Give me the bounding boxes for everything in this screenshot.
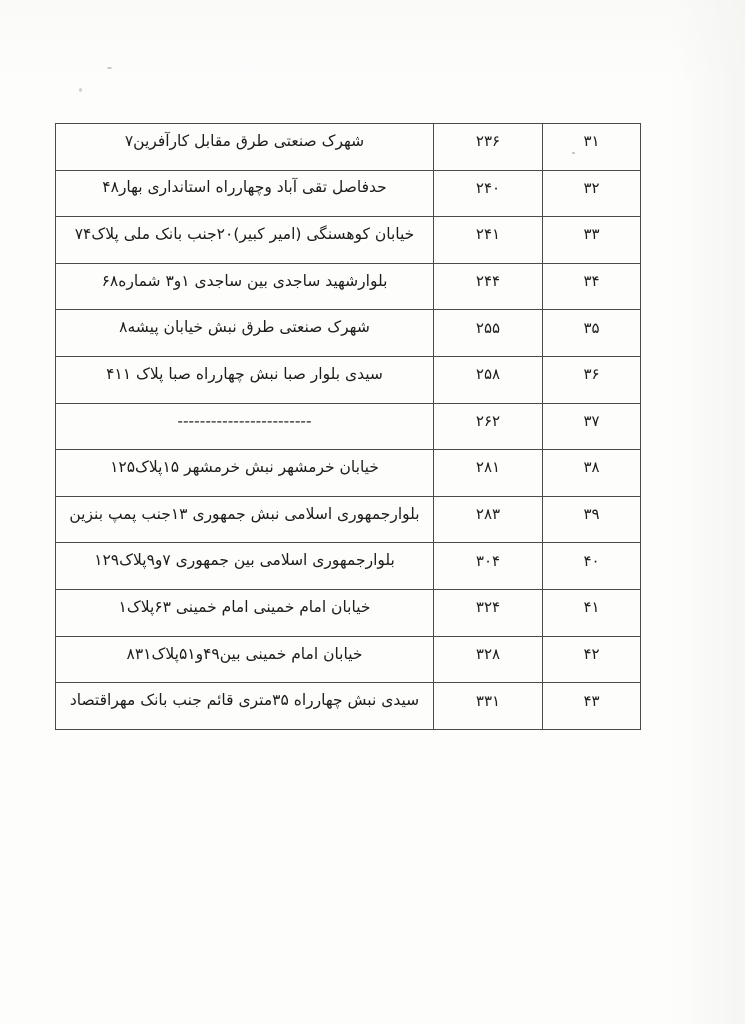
row-number-cell: ۳۱ <box>543 124 641 171</box>
table-row <box>56 450 641 497</box>
code-cell: ۲۶۲ <box>434 403 543 450</box>
address-cell: خیابان امام خمینی امام خمینی ۶۳پلاک۱ <box>56 590 434 637</box>
address-cell: حدفاصل تقی آباد وچهارراه استانداری بهار۴۸ <box>56 170 434 217</box>
row-number-cell: ۳۹ <box>543 496 641 543</box>
address-cell: شهرک صنعتی طرق مقابل کارآفرین۷ <box>56 124 434 171</box>
address-cell: خیابان کوهسنگی (امیر کبیر)۲۰جنب بانک ملی پلاک۷۴ <box>56 217 434 264</box>
code-cell: ۲۴۴ <box>434 263 543 310</box>
addresses-table-body <box>56 124 641 730</box>
code-cell: ۲۳۶ <box>434 124 543 171</box>
row-number-cell: ۳۵ <box>543 310 641 357</box>
scan-artifact <box>79 88 82 92</box>
row-number-cell: ۳۸ <box>543 450 641 497</box>
code-cell: ۲۵۵ <box>434 310 543 357</box>
table-row <box>56 496 641 543</box>
table-row <box>56 403 641 450</box>
table-row <box>56 636 641 683</box>
code-cell: ۳۲۴ <box>434 590 543 637</box>
address-cell: بلوارجمهوری اسلامی نبش جمهوری ۱۳جنب پمپ بنزین <box>56 496 434 543</box>
code-cell: ۲۴۱ <box>434 217 543 264</box>
code-cell: ۳۲۸ <box>434 636 543 683</box>
scan-artifact <box>107 67 112 69</box>
table-row <box>56 543 641 590</box>
address-cell: خیابان خرمشهر نبش خرمشهر ۱۵پلاک۱۲۵ <box>56 450 434 497</box>
address-cell: خیابان امام خمینی بین۴۹و۵۱پلاک۸۳۱ <box>56 636 434 683</box>
row-number-cell: ۴۳ <box>543 683 641 730</box>
code-cell: ۲۵۸ <box>434 357 543 404</box>
address-cell: بلوارجمهوری اسلامی بین جمهوری ۷و۹پلاک۱۲۹ <box>56 543 434 590</box>
addresses-table <box>55 123 641 730</box>
code-cell: ۳۰۴ <box>434 543 543 590</box>
row-number-cell: ۴۲ <box>543 636 641 683</box>
address-cell: شهرک صنعتی طرق نبش خیابان پیشه۸ <box>56 310 434 357</box>
table-row <box>56 170 641 217</box>
address-cell: سیدی بلوار صبا نبش چهارراه صبا پلاک ۴۱۱ <box>56 357 434 404</box>
row-number-cell: ۳۳ <box>543 217 641 264</box>
row-number-cell: ۳۴ <box>543 263 641 310</box>
code-cell: ۳۳۱ <box>434 683 543 730</box>
row-number-cell: ۴۰ <box>543 543 641 590</box>
table-row <box>56 310 641 357</box>
row-number-cell: ۴۱ <box>543 590 641 637</box>
table-row <box>56 124 641 171</box>
address-cell: سیدی نبش چهارراه ۳۵متری قائم جنب بانک مهراقتصاد <box>56 683 434 730</box>
address-cell: بلوارشهید ساجدی بین ساجدی ۱و۳ شماره۶۸ <box>56 263 434 310</box>
row-number-cell: ۳۲ <box>543 170 641 217</box>
table-row <box>56 683 641 730</box>
code-cell: ۲۸۱ <box>434 450 543 497</box>
table-row <box>56 590 641 637</box>
table-row <box>56 263 641 310</box>
row-number-cell: ۳۶ <box>543 357 641 404</box>
code-cell: ۲۴۰ <box>434 170 543 217</box>
table-row <box>56 217 641 264</box>
table-row <box>56 357 641 404</box>
row-number-cell: ۳۷ <box>543 403 641 450</box>
code-cell: ۲۸۳ <box>434 496 543 543</box>
address-cell: ------------------------ <box>56 403 434 450</box>
